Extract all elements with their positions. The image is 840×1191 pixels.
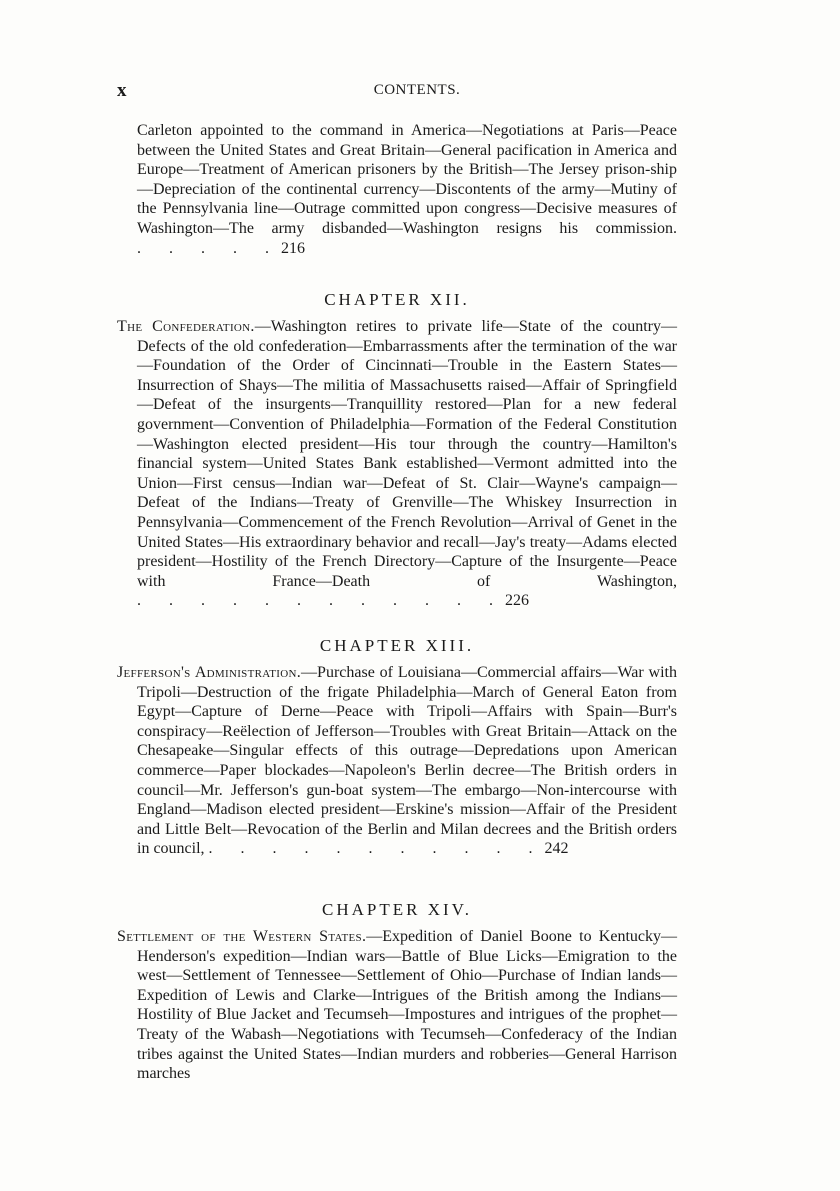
chapter-heading-12: CHAPTER XII. <box>324 290 470 309</box>
contents-entry-ch14 <box>117 927 677 1084</box>
entry-page-number: 216 <box>281 239 305 257</box>
entry-lead: The Confederation. <box>117 318 255 335</box>
page-header <box>117 80 677 104</box>
contents-entry-ch11: Carleton appointed to the command in America—Negotiations at Paris—Peace between the United States and Great Britain—General pacification in America and Europe—Treatment of American prisoners by the British—The Jersey prison-ship—Depreciation of the continental currency—Discontents of the army—Mutiny of the Pennsylvania line—Outrage committed upon congress—Decisive measures of Washington—The army disbanded—Washington resigns his commission. . . . . .216 <box>137 122 677 257</box>
entry-page-number: 242 <box>544 840 569 858</box>
chapter-heading-14: CHAPTER XIV. <box>322 900 472 919</box>
running-title: CONTENTS. <box>373 82 461 98</box>
contents-entry-ch13: Jefferson's Administration.—Purchase of Louisiana—Commercial affairs—War with Tripoli—Destruction of the frigate Philadelphia—March of General Eaton from Egypt—Capture of Derne—Peace with Tripoli—Affairs with Spain—Burr's conspiracy—Reëlection of Jefferson—Troubles with Great Britain—Attack on the Chesapeake—Singular effects of this outrage—Depredations upon American commerce—Paper blockades—Napoleon's Berlin decree—The British orders in council—Mr. Jefferson's gun-boat system—The embargo—Non-intercourse with England—Madison elected president—Erskine's mission—Affair of the President and Little Belt—Revocation of the Berlin and Milan decrees and the British orders in council, . . . . . . . . . . .242 <box>117 664 678 858</box>
entry-text: —Expedition of Daniel Boone to Kentucky—Henderson's expedition—Indian wars—Battle of Blue Licks—Emigration to the west—Settlement of Tennessee—Settlement of Ohio—Purchase of Indian lands—Expedition of Lewis and Clarke—Intrigues of the British among the Indians—Hostility of Blue Jacket and Tecumseh—Impostures and intrigues of the prophet—Treaty of the Wabash—Negotiations with Tecumseh—Confederacy of the Indian tribes against the United States—Indian murders and robberies—General Harrison marches <box>137 928 678 1083</box>
chapter-heading-13: CHAPTER XIII. <box>319 636 475 655</box>
entry-text: —Washington retires to private life—State of the country—Defects of the old confederation—Embarrassments after the termination of the war—Foundation of the Order of Cincinnati—Trouble in the Eastern States—Insurrection of Shays—The militia of Massachusetts raised—Affair of Springfield—Defeat of the insurgents—Tranquillity restored—Plan for a new federal government—Convention of Philadelphia—Formation of the Federal Constitution—Washington elected president—His tour through the country—Hamilton's financial system—United States Bank established—Vermont admitted into the Union—First census—Indian war—Defeat of St. Clair—Wayne's campaign—Defeat of the Indians—Treaty of Grenville—The Whiskey Insurrection in Pennsylvania—Commencement of the French Revolution—Arrival of Genet in the United States—His extraordinary behavior and recall—Jay's treaty—Adams elected president—Hostility of the French Directory—Capture of the Insurgente—Peace with France—Death of Washington, <box>137 318 677 590</box>
entry-lead: Settlement of the Western States. <box>117 928 367 945</box>
entry-lead: Jefferson's Administration. <box>117 664 302 681</box>
entry-text: Carleton appointed to the command in America—Negotiations at Paris—Peace between the United States and Great Britain—General pacification in America and Europe—Treatment of American prisoners by the British—The Jersey prison-ship—Depreciation of the continental currency—Discontents of the army—Mutiny of the Pennsylvania line—Outrage committed upon congress—Decisive measures of Washington—The army disbanded—Washington resigns his commission. <box>137 122 677 237</box>
entry-text: —Purchase of Louisiana—Commercial affairs—War with Tripoli—Destruction of the frigate Philadelphia—March of General Eaton from Egypt—Capture of Derne—Peace with Tripoli—Affairs with Spain—Burr's conspiracy—Reëlection of Jefferson—Troubles with Great Britain—Attack on the Chesapeake—Singular effects of this outrage—Depredations upon American commerce—Paper blockades—Napoleon's Berlin decree—The British orders in council—Mr. Jefferson's gun-boat system—The embargo—Non-intercourse with England—Madison elected president—Erskine's mission—Affair of the President and Little Belt—Revocation of the Berlin and Milan decrees and the British orders in council, <box>137 664 678 858</box>
entry-page-number: 226 <box>505 592 529 610</box>
contents-entry-ch12: The Confederation.—Washington retires to private life—State of the country—Defects of the old confederation—Embarrassments after the termination of the war—Foundation of the Order of Cincinnati—Trouble in the Eastern States—Insurrection of Shays—The militia of Massachusetts raised—Affair of Springfield—Defeat of the insurgents—Tranquillity restored—Plan for a new federal government—Convention of Philadelphia—Formation of the Federal Constitution—Washington elected president—His tour through the country—Hamilton's financial system—United States Bank established—Vermont admitted into the Union—First census—Indian war—Defeat of St. Clair—Wayne's campaign—Defeat of the Indians—Treaty of Grenville—The Whiskey Insurrection in Pennsylvania—Commencement of the French Revolution—Arrival of Genet in the United States—His extraordinary behavior and recall—Jay's treaty—Adams elected president—Hostility of the French Directory—Capture of the Insurgente—Peace with France—Death of Washington, . . . . . . . . . . . .226 <box>117 318 677 610</box>
page-number: x <box>117 80 127 101</box>
